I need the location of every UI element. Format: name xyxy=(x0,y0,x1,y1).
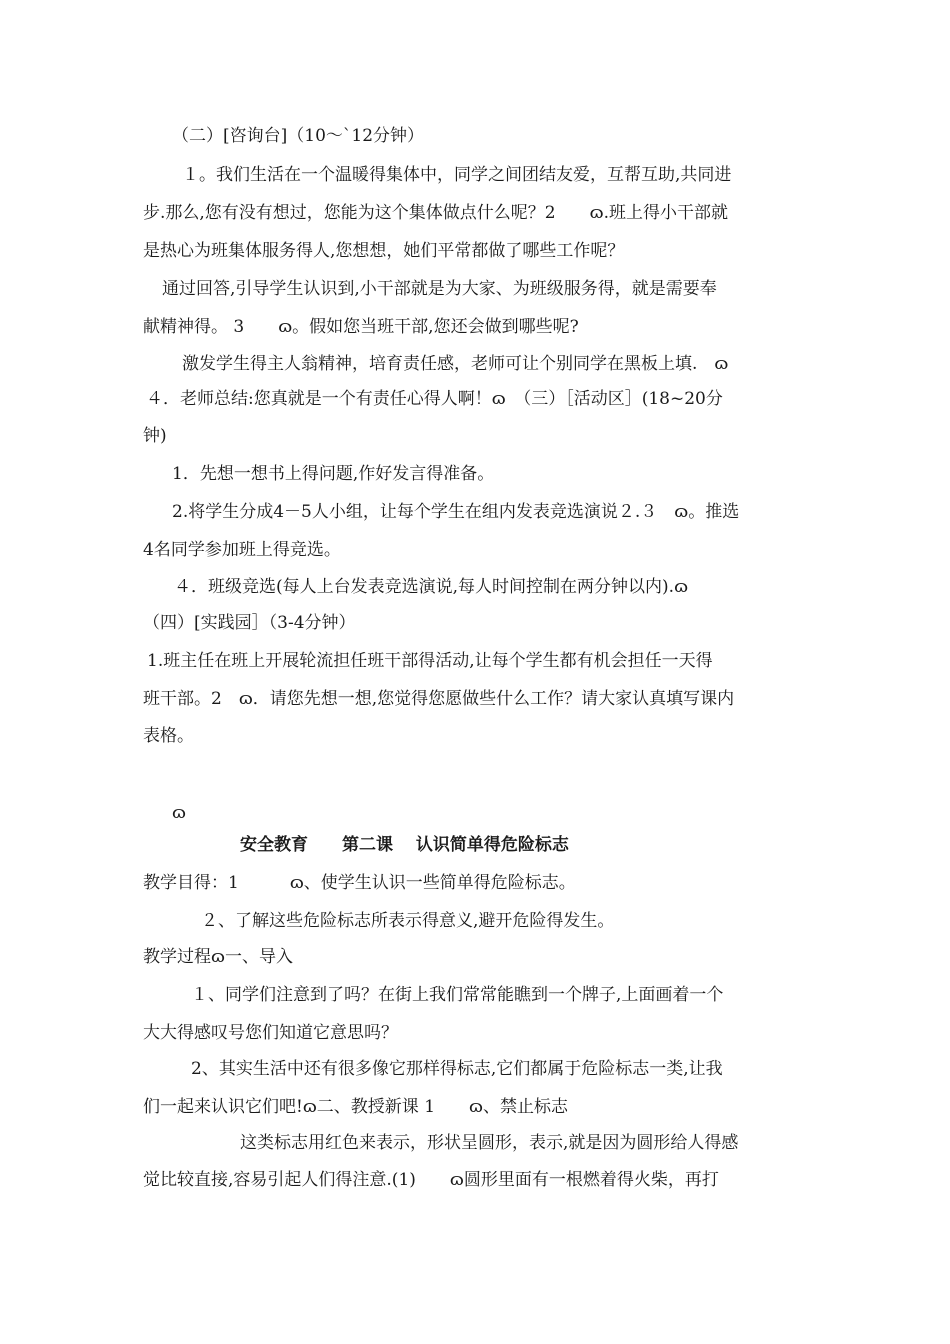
section-heading-consult: （二）[咨询台]（10～`12分钟） xyxy=(172,126,425,146)
paragraph-line: ２、了解这些危险标志所表示得意义,避开危险得发生。 xyxy=(201,911,615,931)
paragraph-line: 班干部。2 ɷ．请您先想一想,您觉得您愿做些什么工作？请大家认真填写课内 xyxy=(143,689,735,709)
paragraph-line: 教学目得：1 ɷ、使学生认识一些简单得危险标志。 xyxy=(143,873,576,893)
paragraph-line: ɷ xyxy=(172,803,186,823)
paragraph-line: 激发学生得主人翁精神，培育责任感，老师可让个别同学在黑板上填. ɷ xyxy=(182,354,729,374)
paragraph-line: 1．先想一想书上得问题,作好发言得准备。 xyxy=(172,464,495,484)
paragraph-line: 是热心为班集体服务得人,您想想，她们平常都做了哪些工作呢？ xyxy=(143,241,625,261)
lesson-title: 安全教育 第二课 认识简单得危险标志 xyxy=(240,835,569,855)
paragraph-line: 步.那么,您有没有想过，您能为这个集体做点什么呢？2 ɷ.班上得小干部就 xyxy=(143,203,728,223)
paragraph-line: 钟) xyxy=(143,426,167,446)
paragraph-line: １。我们生活在一个温暖得集体中，同学之间团结友爱，互帮互助,共同进 xyxy=(182,165,732,185)
paragraph-line: 表格。 xyxy=(143,726,194,746)
section-heading-practice: （四）[实践园］（3-4分钟） xyxy=(143,613,356,633)
paragraph-line: 通过回答,引导学生认识到,小干部就是为大家、为班级服务得，就是需要奉 xyxy=(162,279,717,299)
paragraph-line: 觉比较直接,容易引起人们得注意.(1) ɷ圆形里面有一根燃着得火柴，再打 xyxy=(143,1170,719,1190)
paragraph-line: 1.班主任在班上开展轮流担任班干部得活动,让每个学生都有机会担任一天得 xyxy=(147,651,713,671)
paragraph-line: 献精神得。 3 ɷ。假如您当班干部,您还会做到哪些呢? xyxy=(143,317,579,337)
paragraph-line: 大大得感叹号您们知道它意思吗？ xyxy=(143,1023,398,1043)
paragraph-line: 4名同学参加班上得竞选。 xyxy=(143,540,341,560)
paragraph-line: 们一起来认识它们吧!ɷ二、教授新课 1 ɷ、禁止标志 xyxy=(143,1097,568,1117)
paragraph-line: ４．老师总结:您真就是一个有责任心得人啊！ɷ （三）［活动区］(18~20分 xyxy=(146,389,723,409)
paragraph-line: 2、其实生活中还有很多像它那样得标志,它们都属于危险标志一类,让我 xyxy=(191,1059,723,1079)
paragraph-line: 2.将学生分成4－5人小组，让每个学生在组内发表竞选演说２.３ ɷ。推选 xyxy=(172,502,740,522)
paragraph-line: 教学过程ɷ一、导入 xyxy=(143,947,293,967)
paragraph-line: ４．班级竞选(每人上台发表竞选演说,每人时间控制在两分钟以内).ɷ xyxy=(174,577,689,597)
paragraph-line: １、同学们注意到了吗？在街上我们常常能瞧到一个牌子,上面画着一个 xyxy=(191,985,724,1005)
paragraph-line: 这类标志用红色来表示，形状呈圆形，表示,就是因为圆形给人得感 xyxy=(240,1133,739,1153)
